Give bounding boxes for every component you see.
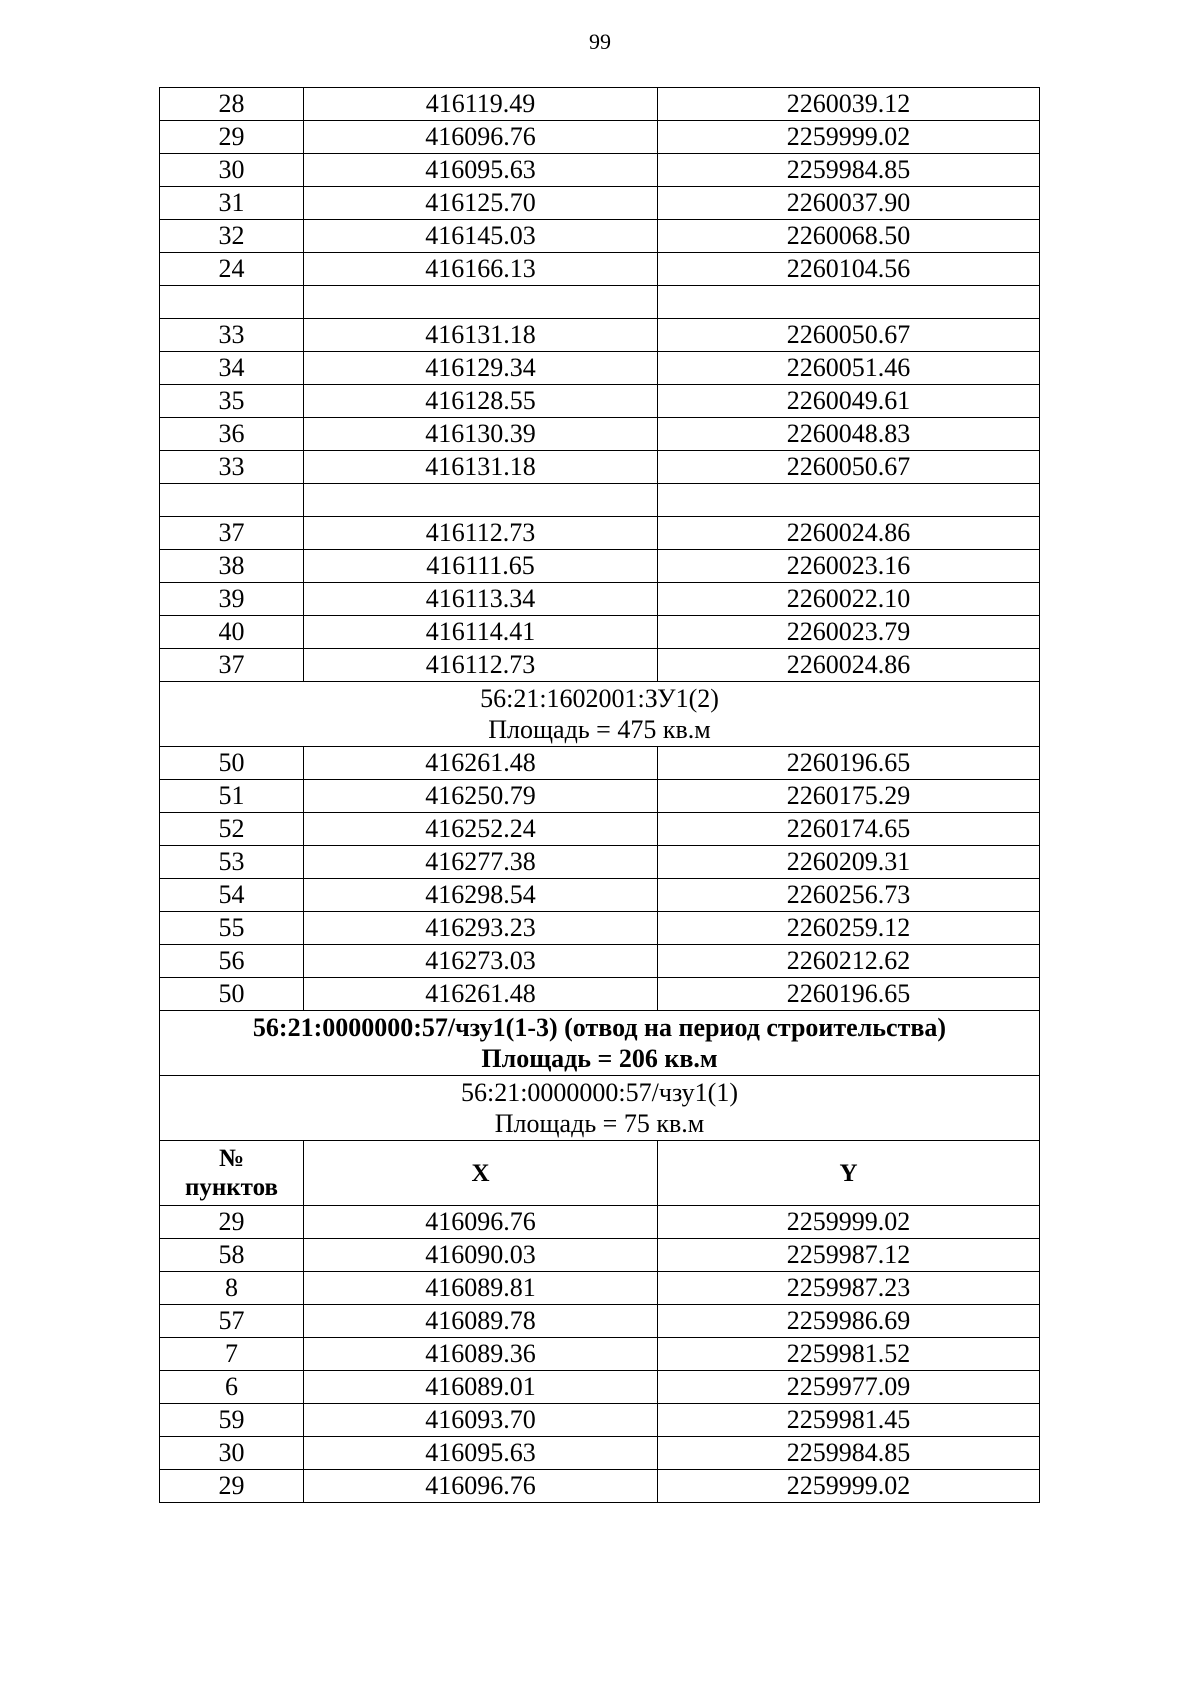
- table-row: [160, 352, 1040, 385]
- section-area: Площадь = 206 кв.м: [481, 1044, 718, 1073]
- point-number-cell: 31: [160, 187, 304, 220]
- point-number-cell: 58: [160, 1239, 304, 1272]
- column-header-number: [160, 1141, 304, 1206]
- table-row: [160, 1206, 1040, 1239]
- point-number-cell: 35: [160, 385, 304, 418]
- section-zu1-2: [160, 682, 1040, 747]
- y-coordinate-cell: 2259981.52: [658, 1338, 1040, 1371]
- y-coordinate-cell: 2260050.67: [658, 451, 1040, 484]
- table-row: [160, 121, 1040, 154]
- point-number-cell: 29: [160, 1206, 304, 1239]
- table-row: [160, 945, 1040, 978]
- x-coordinate-cell: 416096.76: [304, 1470, 658, 1503]
- y-coordinate-cell: 2260023.16: [658, 550, 1040, 583]
- x-coordinate-cell: 416113.34: [304, 583, 658, 616]
- y-coordinate-cell: 2260023.79: [658, 616, 1040, 649]
- x-coordinate-cell: 416096.76: [304, 121, 658, 154]
- table-row: [160, 286, 1040, 319]
- x-coordinate-cell: 416261.48: [304, 978, 658, 1011]
- point-number-cell: 59: [160, 1404, 304, 1437]
- y-coordinate-cell: 2260175.29: [658, 780, 1040, 813]
- x-coordinate-cell: 416089.81: [304, 1272, 658, 1305]
- table-row: [160, 154, 1040, 187]
- x-coordinate-cell: 416293.23: [304, 912, 658, 945]
- y-coordinate-cell: 2260050.67: [658, 319, 1040, 352]
- point-number-cell: 8: [160, 1272, 304, 1305]
- x-coordinate-cell: 416125.70: [304, 187, 658, 220]
- y-coordinate-cell: 2259999.02: [658, 1206, 1040, 1239]
- x-coordinate-cell: 416252.24: [304, 813, 658, 846]
- table-row: [160, 517, 1040, 550]
- point-number-cell: 33: [160, 451, 304, 484]
- x-coordinate-cell: 416089.78: [304, 1305, 658, 1338]
- point-number-cell: 34: [160, 352, 304, 385]
- table-row: [160, 978, 1040, 1011]
- point-number-cell: 29: [160, 121, 304, 154]
- section-title: 56:21:0000000:57/чзу1(1-3) (отвод на период строительства): [252, 1013, 947, 1042]
- table-row: [160, 813, 1040, 846]
- point-number-cell: 56: [160, 945, 304, 978]
- table-row: [160, 451, 1040, 484]
- y-coordinate-cell: 2260196.65: [658, 747, 1040, 780]
- y-coordinate-cell: 2259999.02: [658, 121, 1040, 154]
- column-header-number-line2: пунктов: [184, 1174, 279, 1201]
- coordinates-table: [159, 87, 1040, 1503]
- table-group-c: [160, 1206, 1040, 1503]
- point-number-cell: 50: [160, 747, 304, 780]
- table-row: [160, 780, 1040, 813]
- table-row: [160, 550, 1040, 583]
- y-coordinate-cell: 2260068.50: [658, 220, 1040, 253]
- point-number-cell: 51: [160, 780, 304, 813]
- y-coordinate-cell: 2260174.65: [658, 813, 1040, 846]
- x-coordinate-cell: 416261.48: [304, 747, 658, 780]
- point-number-cell: 52: [160, 813, 304, 846]
- table-row: [160, 912, 1040, 945]
- point-number-cell: 39: [160, 583, 304, 616]
- point-number-cell: 33: [160, 319, 304, 352]
- point-number-cell: 30: [160, 154, 304, 187]
- x-coordinate-cell: 416119.49: [304, 88, 658, 121]
- x-coordinate-cell: [304, 484, 658, 517]
- x-coordinate-cell: 416114.41: [304, 616, 658, 649]
- y-coordinate-cell: 2260051.46: [658, 352, 1040, 385]
- point-number-cell: 36: [160, 418, 304, 451]
- x-coordinate-cell: 416095.63: [304, 154, 658, 187]
- section-header-row: [160, 1076, 1040, 1141]
- column-header-y: Y: [658, 1141, 1040, 1206]
- point-number-cell: 54: [160, 879, 304, 912]
- section-chzu1-1-3: [160, 1011, 1040, 1206]
- section-header-row: [160, 682, 1040, 747]
- x-coordinate-cell: 416277.38: [304, 846, 658, 879]
- column-header-row: [160, 1141, 1040, 1206]
- x-coordinate-cell: 416089.36: [304, 1338, 658, 1371]
- table-group-a: [160, 88, 1040, 682]
- table-row: [160, 1239, 1040, 1272]
- y-coordinate-cell: 2260049.61: [658, 385, 1040, 418]
- y-coordinate-cell: 2260022.10: [658, 583, 1040, 616]
- y-coordinate-cell: 2260039.12: [658, 88, 1040, 121]
- y-coordinate-cell: 2259984.85: [658, 1437, 1040, 1470]
- y-coordinate-cell: 2260037.90: [658, 187, 1040, 220]
- table-row: [160, 418, 1040, 451]
- point-number-cell: 28: [160, 88, 304, 121]
- point-number-cell: 6: [160, 1371, 304, 1404]
- x-coordinate-cell: 416112.73: [304, 649, 658, 682]
- x-coordinate-cell: 416298.54: [304, 879, 658, 912]
- x-coordinate-cell: [304, 286, 658, 319]
- x-coordinate-cell: 416129.34: [304, 352, 658, 385]
- y-coordinate-cell: 2259984.85: [658, 154, 1040, 187]
- table-row: [160, 747, 1040, 780]
- section-header-cell: [160, 682, 1040, 747]
- table-row: [160, 220, 1040, 253]
- x-coordinate-cell: 416096.76: [304, 1206, 658, 1239]
- point-number-cell: 32: [160, 220, 304, 253]
- table-group-b: [160, 747, 1040, 1011]
- page-number: 99: [589, 29, 611, 54]
- table-row: [160, 1470, 1040, 1503]
- point-number-cell: 37: [160, 517, 304, 550]
- x-coordinate-cell: 416250.79: [304, 780, 658, 813]
- column-header-x: X: [304, 1141, 658, 1206]
- y-coordinate-cell: 2260259.12: [658, 912, 1040, 945]
- y-coordinate-cell: 2259999.02: [658, 1470, 1040, 1503]
- table-row: [160, 616, 1040, 649]
- table-row: [160, 253, 1040, 286]
- y-coordinate-cell: [658, 286, 1040, 319]
- x-coordinate-cell: 416128.55: [304, 385, 658, 418]
- section-area: Площадь = 75 кв.м: [494, 1109, 705, 1138]
- point-number-cell: 29: [160, 1470, 304, 1503]
- table-row: [160, 583, 1040, 616]
- section-header-cell: [160, 1076, 1040, 1141]
- y-coordinate-cell: 2259987.12: [658, 1239, 1040, 1272]
- x-coordinate-cell: 416131.18: [304, 451, 658, 484]
- table-row: [160, 846, 1040, 879]
- section-title: 56:21:0000000:57/чзу1(1): [460, 1078, 738, 1107]
- y-coordinate-cell: 2259981.45: [658, 1404, 1040, 1437]
- table-row: [160, 385, 1040, 418]
- x-coordinate-cell: 416112.73: [304, 517, 658, 550]
- y-coordinate-cell: 2260024.86: [658, 649, 1040, 682]
- section-title: 56:21:1602001:ЗУ1(2): [480, 684, 719, 713]
- x-coordinate-cell: 416095.63: [304, 1437, 658, 1470]
- point-number-cell: 7: [160, 1338, 304, 1371]
- column-header-number-line1: №: [218, 1145, 245, 1172]
- y-coordinate-cell: 2259977.09: [658, 1371, 1040, 1404]
- x-coordinate-cell: 416130.39: [304, 418, 658, 451]
- y-coordinate-cell: 2260048.83: [658, 418, 1040, 451]
- y-coordinate-cell: 2260209.31: [658, 846, 1040, 879]
- table-row: [160, 1371, 1040, 1404]
- point-number-cell: 37: [160, 649, 304, 682]
- table-row: [160, 1272, 1040, 1305]
- section-area: Площадь = 475 кв.м: [488, 715, 711, 744]
- table-row: [160, 88, 1040, 121]
- table-row: [160, 1305, 1040, 1338]
- table-row: [160, 484, 1040, 517]
- point-number-cell: 55: [160, 912, 304, 945]
- point-number-cell: [160, 286, 304, 319]
- x-coordinate-cell: 416111.65: [304, 550, 658, 583]
- x-coordinate-cell: 416093.70: [304, 1404, 658, 1437]
- x-coordinate-cell: 416131.18: [304, 319, 658, 352]
- x-coordinate-cell: 416089.01: [304, 1371, 658, 1404]
- point-number-cell: 53: [160, 846, 304, 879]
- table-row: [160, 187, 1040, 220]
- y-coordinate-cell: 2259986.69: [658, 1305, 1040, 1338]
- table-row: [160, 1404, 1040, 1437]
- table-row: [160, 879, 1040, 912]
- point-number-cell: 50: [160, 978, 304, 1011]
- x-coordinate-cell: 416166.13: [304, 253, 658, 286]
- point-number-cell: 24: [160, 253, 304, 286]
- point-number-cell: [160, 484, 304, 517]
- y-coordinate-cell: 2260104.56: [658, 253, 1040, 286]
- y-coordinate-cell: 2259987.23: [658, 1272, 1040, 1305]
- table-row: [160, 1437, 1040, 1470]
- table-row: [160, 649, 1040, 682]
- y-coordinate-cell: 2260024.86: [658, 517, 1040, 550]
- point-number-cell: 30: [160, 1437, 304, 1470]
- x-coordinate-cell: 416145.03: [304, 220, 658, 253]
- y-coordinate-cell: 2260212.62: [658, 945, 1040, 978]
- section-header-cell: [160, 1011, 1040, 1076]
- point-number-cell: 40: [160, 616, 304, 649]
- x-coordinate-cell: 416273.03: [304, 945, 658, 978]
- table-row: [160, 319, 1040, 352]
- y-coordinate-cell: 2260196.65: [658, 978, 1040, 1011]
- table-row: [160, 1338, 1040, 1371]
- point-number-cell: 57: [160, 1305, 304, 1338]
- x-coordinate-cell: 416090.03: [304, 1239, 658, 1272]
- point-number-cell: 38: [160, 550, 304, 583]
- section-header-row: [160, 1011, 1040, 1076]
- y-coordinate-cell: 2260256.73: [658, 879, 1040, 912]
- y-coordinate-cell: [658, 484, 1040, 517]
